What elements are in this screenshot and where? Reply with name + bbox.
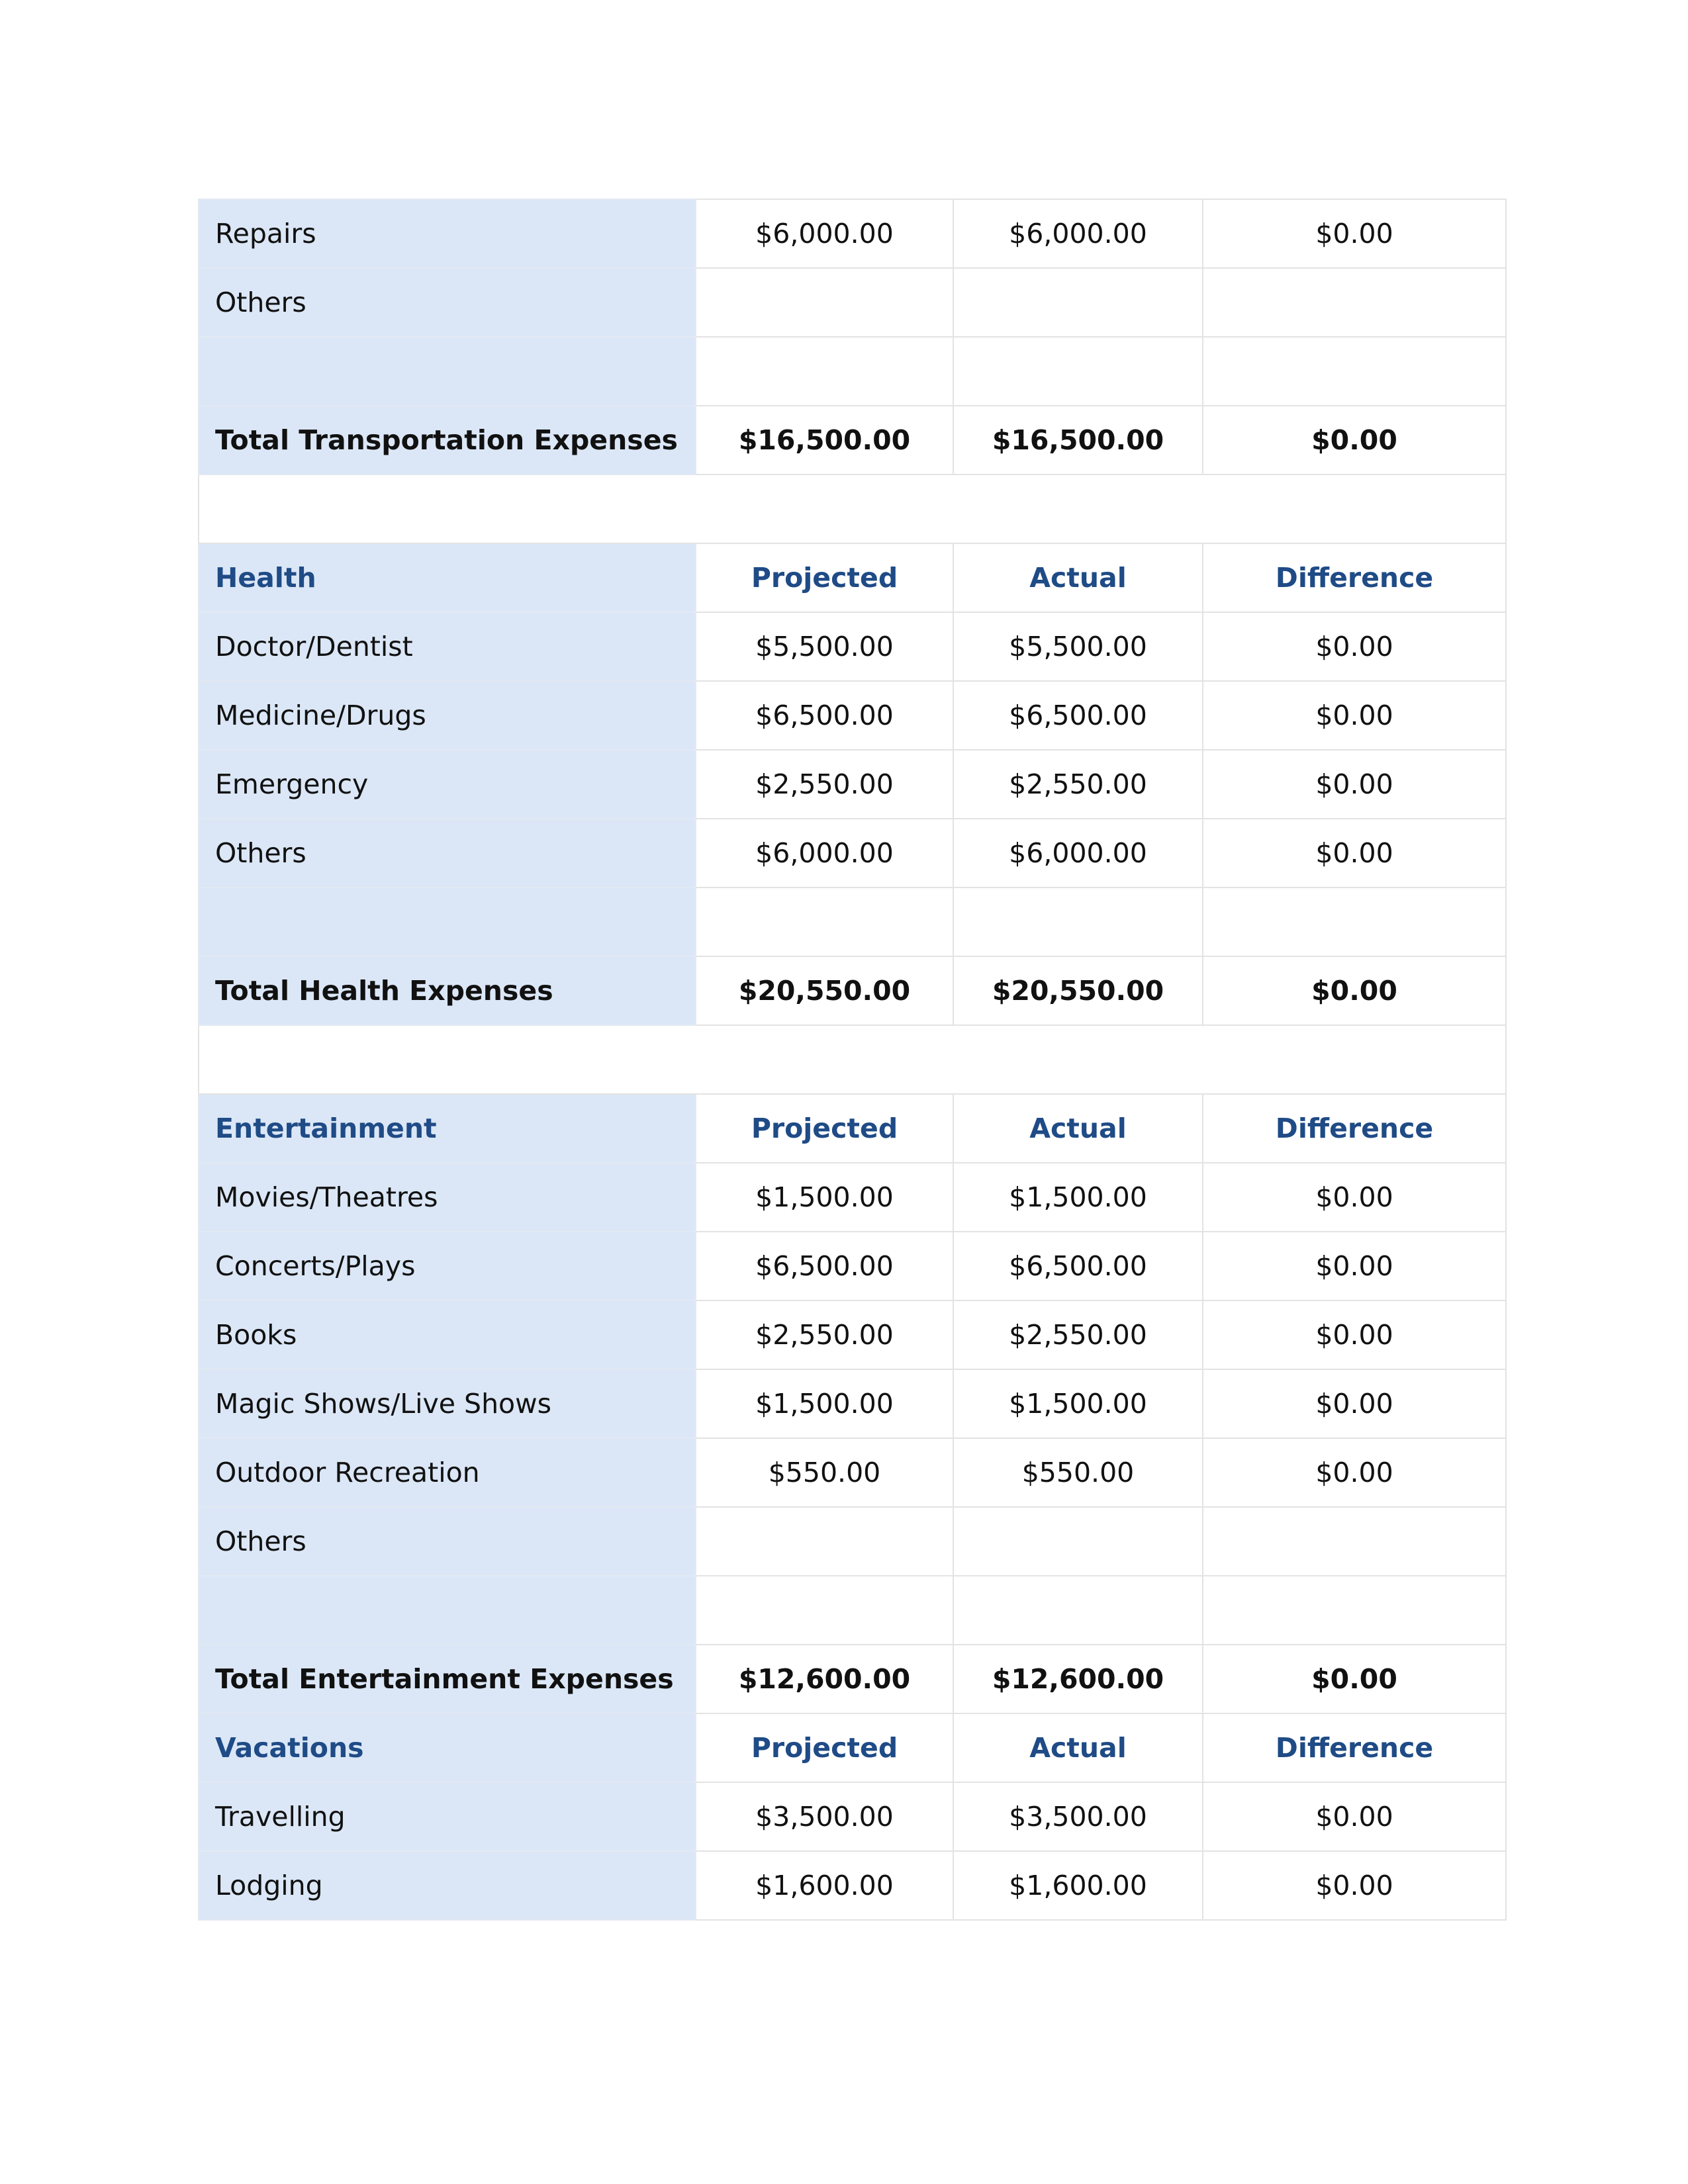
- actual-cell: $5,500.00: [953, 612, 1203, 681]
- projected-cell: $1,500.00: [696, 1369, 953, 1438]
- spacer-cell: [199, 475, 1506, 543]
- table-row: [199, 819, 1506, 887]
- header-actual-cell: Actual: [953, 1094, 1203, 1163]
- projected-cell: $1,600.00: [696, 1851, 953, 1920]
- label-cell: Others: [199, 1507, 696, 1576]
- difference-cell: $0.00: [1203, 1369, 1506, 1438]
- actual-cell: $2,550.00: [953, 1300, 1203, 1369]
- difference-cell: $0.00: [1203, 199, 1506, 268]
- section-header-row: [199, 543, 1506, 612]
- projected-cell: $3,500.00: [696, 1782, 953, 1851]
- table-row: [199, 1438, 1506, 1507]
- actual-cell: $6,000.00: [953, 199, 1203, 268]
- section-header-row: [199, 1713, 1506, 1782]
- spacer-cell: [199, 1025, 1506, 1094]
- actual-cell: [953, 1507, 1203, 1576]
- table-row: [199, 1507, 1506, 1576]
- actual-cell: $1,500.00: [953, 1163, 1203, 1232]
- total-projected-cell: $16,500.00: [696, 406, 953, 475]
- table-row: [199, 1782, 1506, 1851]
- difference-cell: $0.00: [1203, 750, 1506, 819]
- difference-cell: [1203, 1576, 1506, 1645]
- label-cell: Concerts/Plays: [199, 1232, 696, 1300]
- actual-cell: [953, 887, 1203, 956]
- header-label-cell: Vacations: [199, 1713, 696, 1782]
- projected-cell: $550.00: [696, 1438, 953, 1507]
- header-projected-cell: Projected: [696, 543, 953, 612]
- actual-cell: $2,550.00: [953, 750, 1203, 819]
- projected-cell: [696, 268, 953, 337]
- difference-cell: [1203, 1507, 1506, 1576]
- table-row: [199, 612, 1506, 681]
- difference-cell: [1203, 887, 1506, 956]
- total-row: [199, 406, 1506, 475]
- header-actual-cell: Actual: [953, 1713, 1203, 1782]
- section-header-row: [199, 1094, 1506, 1163]
- total-projected-cell: $12,600.00: [696, 1645, 953, 1713]
- difference-cell: $0.00: [1203, 1232, 1506, 1300]
- difference-cell: $0.00: [1203, 1782, 1506, 1851]
- total-difference-cell: $0.00: [1203, 1645, 1506, 1713]
- blank-row: [199, 1576, 1506, 1645]
- actual-cell: $6,500.00: [953, 681, 1203, 750]
- projected-cell: $6,000.00: [696, 819, 953, 887]
- projected-cell: $5,500.00: [696, 612, 953, 681]
- header-difference-cell: Difference: [1203, 1094, 1506, 1163]
- actual-cell: $1,500.00: [953, 1369, 1203, 1438]
- difference-cell: $0.00: [1203, 819, 1506, 887]
- header-difference-cell: Difference: [1203, 1713, 1506, 1782]
- total-row: [199, 1645, 1506, 1713]
- total-row: [199, 956, 1506, 1025]
- difference-cell: $0.00: [1203, 612, 1506, 681]
- header-projected-cell: Projected: [696, 1713, 953, 1782]
- actual-cell: [953, 268, 1203, 337]
- difference-cell: $0.00: [1203, 1851, 1506, 1920]
- table-row: [199, 1851, 1506, 1920]
- projected-cell: [696, 1576, 953, 1645]
- header-label-cell: Health: [199, 543, 696, 612]
- difference-cell: $0.00: [1203, 1163, 1506, 1232]
- actual-cell: [953, 1576, 1203, 1645]
- label-cell: Travelling: [199, 1782, 696, 1851]
- table-row: [199, 199, 1506, 268]
- projected-cell: $6,500.00: [696, 681, 953, 750]
- actual-cell: $550.00: [953, 1438, 1203, 1507]
- projected-cell: $2,550.00: [696, 1300, 953, 1369]
- difference-cell: [1203, 268, 1506, 337]
- label-cell: [199, 337, 696, 406]
- section-spacer-row: [199, 1025, 1506, 1094]
- table-row: [199, 1232, 1506, 1300]
- total-label-cell: Total Health Expenses: [199, 956, 696, 1025]
- actual-cell: $3,500.00: [953, 1782, 1203, 1851]
- label-cell: Emergency: [199, 750, 696, 819]
- table-row: [199, 681, 1506, 750]
- total-label-cell: Total Entertainment Expenses: [199, 1645, 696, 1713]
- table-row: [199, 1300, 1506, 1369]
- table-row: [199, 268, 1506, 337]
- projected-cell: $2,550.00: [696, 750, 953, 819]
- label-cell: Lodging: [199, 1851, 696, 1920]
- label-cell: [199, 1576, 696, 1645]
- total-actual-cell: $16,500.00: [953, 406, 1203, 475]
- header-projected-cell: Projected: [696, 1094, 953, 1163]
- label-cell: Medicine/Drugs: [199, 681, 696, 750]
- table-row: [199, 1369, 1506, 1438]
- total-difference-cell: $0.00: [1203, 956, 1506, 1025]
- difference-cell: $0.00: [1203, 1438, 1506, 1507]
- label-cell: Outdoor Recreation: [199, 1438, 696, 1507]
- actual-cell: [953, 337, 1203, 406]
- label-cell: Movies/Theatres: [199, 1163, 696, 1232]
- difference-cell: $0.00: [1203, 681, 1506, 750]
- label-cell: Others: [199, 819, 696, 887]
- label-cell: Doctor/Dentist: [199, 612, 696, 681]
- actual-cell: $1,600.00: [953, 1851, 1203, 1920]
- total-label-cell: Total Transportation Expenses: [199, 406, 696, 475]
- header-label-cell: Entertainment: [199, 1094, 696, 1163]
- budget-table-body: [199, 199, 1506, 1920]
- table-row: [199, 1163, 1506, 1232]
- blank-row: [199, 337, 1506, 406]
- blank-row: [199, 887, 1506, 956]
- label-cell: Others: [199, 268, 696, 337]
- projected-cell: $6,500.00: [696, 1232, 953, 1300]
- header-actual-cell: Actual: [953, 543, 1203, 612]
- label-cell: Books: [199, 1300, 696, 1369]
- projected-cell: [696, 887, 953, 956]
- actual-cell: $6,000.00: [953, 819, 1203, 887]
- projected-cell: [696, 1507, 953, 1576]
- total-actual-cell: $20,550.00: [953, 956, 1203, 1025]
- total-projected-cell: $20,550.00: [696, 956, 953, 1025]
- header-difference-cell: Difference: [1203, 543, 1506, 612]
- section-spacer-row: [199, 475, 1506, 543]
- difference-cell: $0.00: [1203, 1300, 1506, 1369]
- projected-cell: [696, 337, 953, 406]
- total-difference-cell: $0.00: [1203, 406, 1506, 475]
- difference-cell: [1203, 337, 1506, 406]
- label-cell: Repairs: [199, 199, 696, 268]
- projected-cell: $6,000.00: [696, 199, 953, 268]
- table-row: [199, 750, 1506, 819]
- budget-table: [198, 199, 1507, 1921]
- label-cell: [199, 887, 696, 956]
- projected-cell: $1,500.00: [696, 1163, 953, 1232]
- total-actual-cell: $12,600.00: [953, 1645, 1203, 1713]
- label-cell: Magic Shows/Live Shows: [199, 1369, 696, 1438]
- actual-cell: $6,500.00: [953, 1232, 1203, 1300]
